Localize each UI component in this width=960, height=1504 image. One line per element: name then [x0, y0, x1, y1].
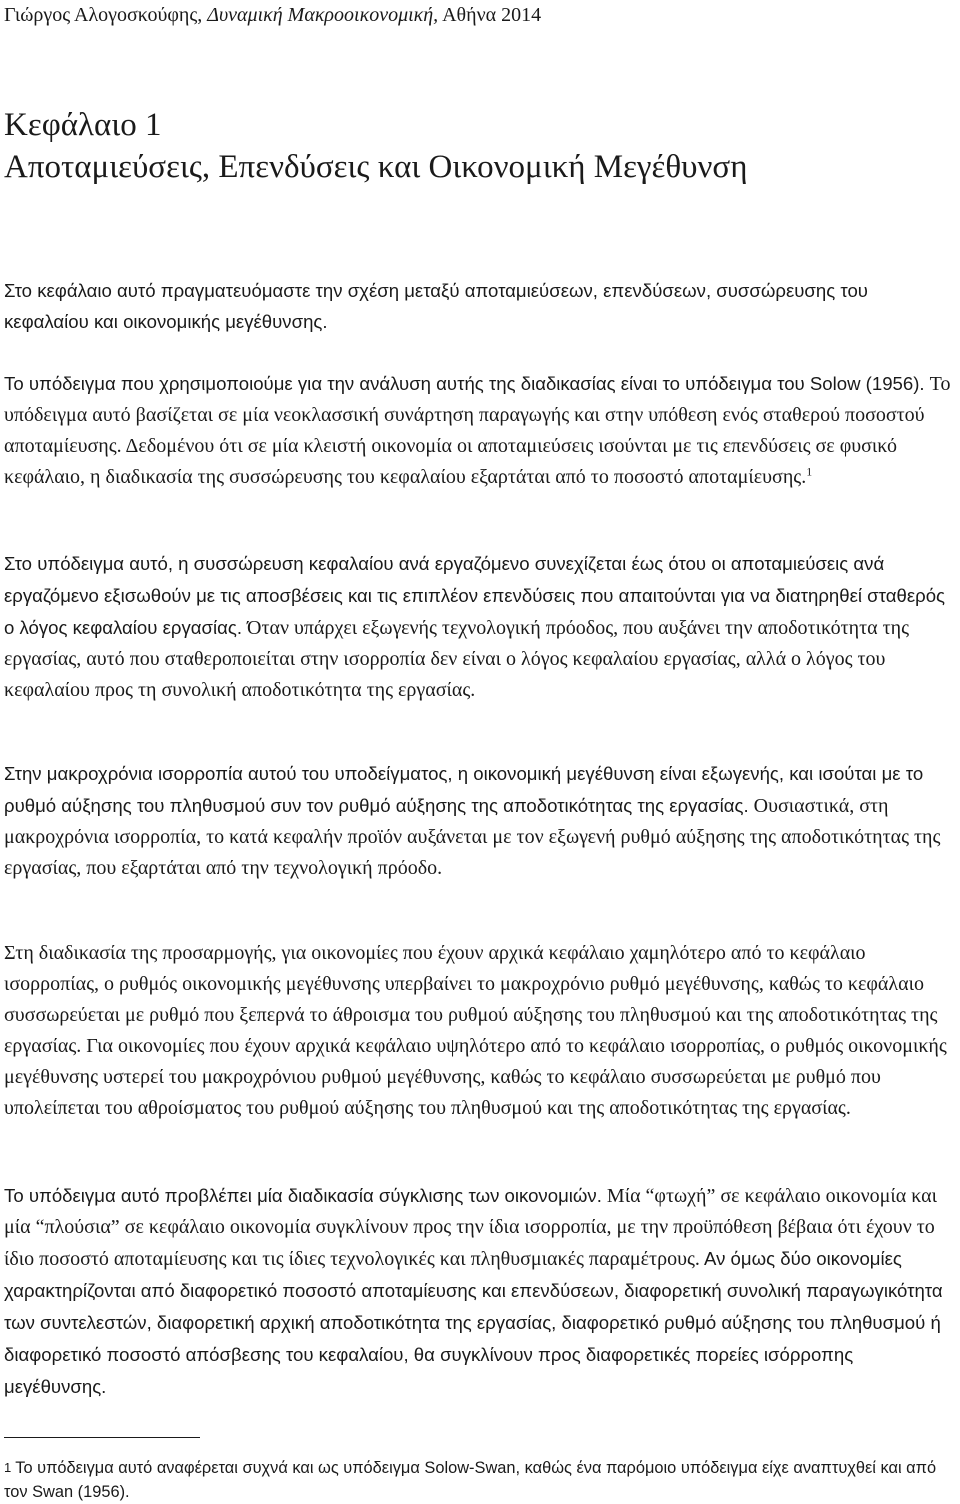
header-place-year: Αθήνα 2014	[438, 4, 542, 26]
paragraph-adjustment-process: Στη διαδικασία της προσαρμογής, για οικονομίες που έχουν αρχικά κεφάλαιο χαμηλότερο από το κεφάλαιο ισορροπίας, ο ρυθμός οικονομικής μεγέθυνσης υπερβαίνει το μακροχρόνιο ρυθμό μεγέθυνσης, καθώς το κεφάλαιο συσσωρεύεται με ρυθμό που ξεπερνά το άθροισμα του ρυθμού αύξησης του πληθυσμού και της αποδοτικότητας της εργασίας. Για οικονομίες που έχουν αρχικά κεφάλαιο υψηλότερο από το κεφάλαιο ισορροπίας, ο ρυθμός οικονομικής μεγέθυνσης υστερεί του μακροχρόνιου ρυθμού μεγέθυνσης, καθώς το κεφάλαιο συσσωρεύεται με ρυθμό που υπολείπεται του αθροίσματος του ρυθμού αύξησης του πληθυσμού και της αποδοτικότητας της εργασίας.	[4, 942, 947, 1119]
chapter-number: Κεφάλαιο 1	[4, 107, 162, 143]
paragraph-solow-model	[4, 368, 952, 493]
footnote-divider	[4, 1437, 200, 1438]
paragraph-convergence-serif: Μία “φτωχή” σε κεφάλαιο οικονομία και μία “πλούσια” σε κεφάλαιο οικονομία συγκλίνουν προς την ίδια ισορροπία, με την προϋπόθεση βέβαια ότι έχουν το ίδιο ποσοστό αποταμίευσης και τις ίδιες τεχνολογικές και πληθυσμιακές παραμέτρους.	[4, 1185, 938, 1270]
footnote-text: Το υπόδειγμα αυτό αναφέρεται συχνά και ως υπόδειγμα Solow-Swan, καθώς ένα παρόμοιο υπόδειγμα είχε αναπτυχθεί και από τον Swan (1956).	[4, 1459, 937, 1501]
paragraph-intro: Στο κεφάλαιο αυτό πραγματευόμαστε την σχέση μεταξύ αποταμιεύσεων, επενδύσεων, συσσώρευσης του κεφαλαίου και οικονομικής μεγέθυνσης.	[4, 280, 868, 332]
paragraph-capital-accumulation	[4, 548, 952, 706]
paragraph-solow-model-serif: Το υπόδειγμα αυτό βασίζεται σε μία νεοκλασσική συνάρτηση παραγωγής και στην υπόθεση ενός σταθερού ποσοστού αποταμίευσης. Δεδομένου ότι σε μία κλειστή οικονομία οι αποταμιεύσεις ισούνται με τις επενδύσεις σε φυσικό κεφάλαιο, η διαδικασία της συσσώρευσης του κεφαλαίου εξαρτάται από το ποσοστό αποταμίευσης.	[4, 373, 951, 488]
footnote	[4, 1456, 952, 1504]
paragraph-convergence	[4, 1180, 952, 1403]
paragraph-solow-model-sans: Το υπόδειγμα που χρησιμοποιούμε για την ανάλυση αυτής της διαδικασίας είναι το υπόδειγμα του Solow (1956).	[4, 373, 925, 394]
footnote-number: 1	[4, 1460, 12, 1475]
paragraph-long-run-equilibrium-serif: Ουσιαστικά, στη μακροχρόνια ισορροπία, το κατά κεφαλήν προϊόν αυξάνεται με τον εξωγενή ρυθμό αύξησης της αποδοτικότητας της εργασίας, που εξαρτάται από την τεχνολογική πρόοδο.	[4, 795, 941, 879]
paragraph-long-run-equilibrium	[4, 758, 952, 884]
header-author: Γιώργος Αλογοσκούφης,	[4, 4, 208, 26]
paragraph-convergence-sans-2: Αν όμως δύο οικονομίες χαρακτηρίζονται από διαφορετικό ποσοστό αποταμίευσης και επενδύσεων, διαφορετική συνολική παραγωγικότητα των συντελεστών, διαφορετική αρχική αποδοτικότητα της εργασίας, διαφορετικό ρυθμό αύξησης του πληθυσμού ή διαφορετικό ποσοστό απόσβεσης του κεφαλαίου, θα συγκλίνουν προς διαφορετικές πορείες ισόρροπης μεγέθυνσης.	[4, 1248, 943, 1397]
paragraph-capital-accumulation-sans: Στο υπόδειγμα αυτό, η συσσώρευση κεφαλαίου ανά εργαζόμενο συνεχίζεται έως ότου οι αποταμιεύσεις ανά εργαζόμενο εξισωθούν με τις αποσβέσεις και τις επιπλέον επενδύσεις που απαιτούνται για να διατηρηθεί σταθερός ο λόγος κεφαλαίου εργασίας.	[4, 553, 945, 638]
running-header	[4, 2, 954, 28]
paragraph-convergence-sans: Το υπόδειγμα αυτό προβλέπει μία διαδικασία σύγκλισης των οικονομιών.	[4, 1185, 602, 1206]
chapter-title: Αποταμιεύσεις, Επενδύσεις και Οικονομική Μεγέθυνση	[4, 149, 748, 185]
footnote-reference[interactable]: 1	[806, 464, 813, 479]
chapter-heading	[4, 104, 954, 188]
paragraph-capital-accumulation-serif: Όταν υπάρχει εξωγενής τεχνολογική πρόοδος, που αυξάνει την αποδοτικότητα της εργασίας, αυτό που σταθεροποιείται στην ισορροπία δεν είναι ο λόγος κεφαλαίου εργασίας, αλλά ο λόγος του κεφαλαίου προς τη συνολική αποδοτικότητα της εργασίας.	[4, 617, 910, 701]
paragraph-long-run-equilibrium-sans: Στην μακροχρόνια ισορροπία αυτού του υποδείγματος, η οικονομική μεγέθυνση είναι εξωγενής, και ισούται με το ρυθμό αύξησης του πληθυσμού συν τον ρυθμό αύξησης της αποδοτικότητας της εργασίας.	[4, 763, 924, 816]
header-book-title: Δυναμική Μακροοικονομική,	[207, 4, 439, 26]
